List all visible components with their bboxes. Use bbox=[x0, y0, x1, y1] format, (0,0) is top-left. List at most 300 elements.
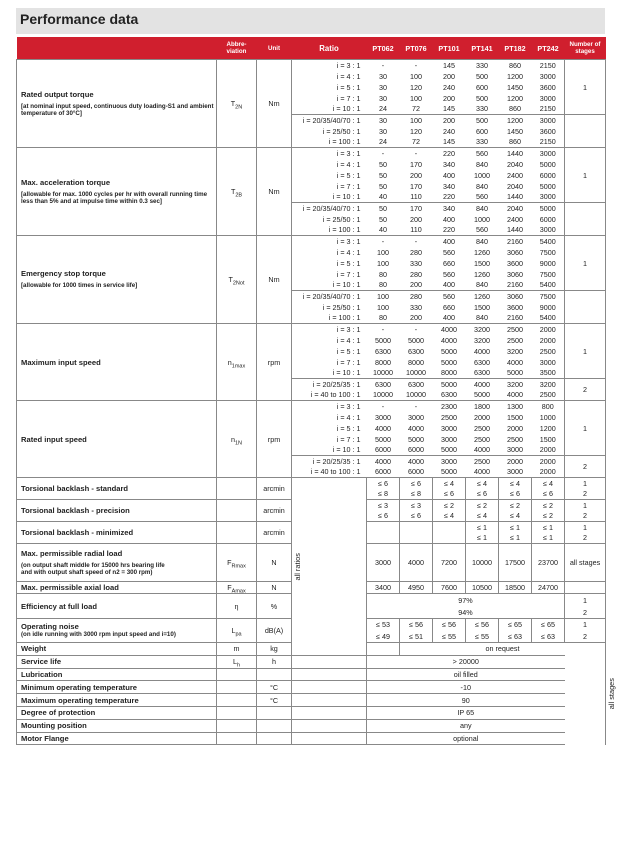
value-cell: - bbox=[367, 401, 400, 412]
section-title: Emergency stop torque bbox=[21, 269, 106, 279]
value-cell: 120 bbox=[410, 82, 422, 92]
value-cell: 9000 bbox=[539, 258, 556, 268]
value-cell: 500 bbox=[466, 115, 499, 126]
value-cell: 280 bbox=[400, 291, 433, 302]
value-cell: 200 bbox=[410, 170, 422, 180]
value-cell: 330 bbox=[410, 258, 422, 268]
stage-cell: 2 bbox=[565, 533, 606, 544]
value-cell: 40 bbox=[379, 225, 387, 235]
abbr-main: F bbox=[227, 558, 232, 567]
value-cell: ≤ 4 bbox=[466, 511, 499, 522]
value-cell: 110 bbox=[410, 225, 422, 235]
value-cell: 2300 bbox=[433, 401, 466, 412]
value-cell: 840 bbox=[476, 313, 488, 323]
value-cell: 1450 bbox=[507, 126, 523, 136]
stage-cell: 1 bbox=[565, 324, 606, 379]
unit-cell: rpm bbox=[257, 324, 292, 401]
section-title: Max. permissible radial load bbox=[21, 548, 123, 558]
value-cell: 1440 bbox=[507, 192, 523, 202]
value-cell: 2000 bbox=[539, 467, 556, 477]
value-cell: 840 bbox=[476, 280, 488, 290]
value-cell: 330 bbox=[410, 302, 422, 312]
value-cell: ≤ 51 bbox=[400, 631, 433, 643]
value-cell: 24700 bbox=[532, 582, 565, 594]
value-cell: 97% bbox=[367, 594, 565, 607]
value-cell: 1440 bbox=[507, 225, 523, 235]
value-cell: > 20000 bbox=[367, 655, 565, 668]
ratio-cell: i = 7 : 1 bbox=[292, 434, 367, 445]
value-cell: 200 bbox=[433, 115, 466, 126]
value-cell: 6300 bbox=[474, 357, 490, 367]
abbr-main: n bbox=[227, 357, 232, 367]
stage-cell bbox=[565, 291, 606, 324]
section-title: Max. permissible axial load bbox=[17, 582, 217, 594]
value-cell: 340 bbox=[443, 159, 455, 169]
value-cell: 340 bbox=[433, 203, 466, 214]
value-cell: ≤ 2 bbox=[433, 500, 466, 511]
value-cell: 3200 bbox=[499, 379, 532, 390]
value-cell bbox=[400, 522, 433, 533]
ratio-cell: i = 20/35/40/70 : 1 bbox=[292, 115, 367, 126]
table-row bbox=[17, 60, 606, 71]
section-note: (on output shaft middle for 15000 hrs bearing life bbox=[21, 561, 165, 569]
section-description bbox=[17, 148, 217, 236]
value-cell: 1000 bbox=[539, 412, 556, 422]
ratio-cell: i = 10 : 1 bbox=[292, 445, 367, 456]
section-title: Minimum operating temperature bbox=[17, 681, 217, 694]
unit-cell: rpm bbox=[257, 401, 292, 478]
value-cell: 3000 bbox=[507, 467, 523, 477]
value-cell: 50 bbox=[379, 181, 387, 191]
value-cell: ≤ 4 bbox=[433, 478, 466, 489]
value-cell: 6000 bbox=[539, 214, 556, 224]
value-cell: ≤ 55 bbox=[466, 631, 499, 643]
value-cell: 3060 bbox=[507, 269, 523, 279]
value-cell: 200 bbox=[410, 280, 422, 290]
value-cell: 80 bbox=[379, 269, 387, 279]
section-title: Lubrication bbox=[17, 668, 217, 681]
value-cell: 10000 bbox=[466, 544, 499, 582]
abbreviation bbox=[217, 500, 257, 522]
value-cell: 110 bbox=[410, 192, 422, 202]
value-cell bbox=[400, 533, 433, 544]
header-ratio: Ratio bbox=[292, 37, 367, 60]
value-cell: 10000 bbox=[406, 368, 426, 378]
ratio-cell: i = 7 : 1 bbox=[292, 93, 367, 104]
value-cell: 1440 bbox=[499, 148, 532, 159]
value-cell: - bbox=[367, 236, 400, 247]
unit-cell: % bbox=[257, 594, 292, 619]
value-cell: 3000 bbox=[367, 544, 400, 582]
ratio-cell bbox=[292, 719, 367, 732]
value-cell: ≤ 8 bbox=[367, 489, 400, 500]
value-cell: 2500 bbox=[507, 335, 523, 345]
value-cell: 30 bbox=[379, 126, 387, 136]
value-cell: 6300 bbox=[367, 379, 400, 390]
section-title: Rated input speed bbox=[21, 434, 87, 444]
value-cell: ≤ 4 bbox=[499, 511, 532, 522]
value-cell: 400 bbox=[443, 214, 455, 224]
value-cell: 240 bbox=[443, 126, 455, 136]
value-cell: IP 65 bbox=[367, 706, 565, 719]
value-cell: 50 bbox=[379, 214, 387, 224]
value-cell: 50 bbox=[367, 203, 400, 214]
value-cell: ≤ 6 bbox=[433, 489, 466, 500]
all-ratios-label bbox=[292, 478, 367, 656]
value-cell: 10000 bbox=[373, 368, 393, 378]
stage-cell bbox=[565, 115, 606, 148]
value-cell: 860 bbox=[499, 60, 532, 71]
value-cell: 170 bbox=[410, 181, 422, 191]
value-cell: 50 bbox=[379, 159, 387, 169]
header-model: PT141 bbox=[466, 37, 499, 60]
stage-cell: 2 bbox=[565, 631, 606, 643]
value-cell: ≤ 3 bbox=[367, 500, 400, 511]
value-cell: 5000 bbox=[441, 467, 457, 477]
value-cell: 4000 bbox=[375, 423, 391, 433]
value-cell: 3000 bbox=[539, 192, 556, 202]
value-cell: ≤ 4 bbox=[499, 478, 532, 489]
value-cell: 2150 bbox=[539, 137, 556, 147]
value-cell: 6000 bbox=[375, 467, 391, 477]
ratio-cell: i = 3 : 1 bbox=[292, 60, 367, 71]
value-cell: ≤ 6 bbox=[466, 489, 499, 500]
value-cell: 3000 bbox=[539, 225, 556, 235]
value-cell: 2160 bbox=[507, 280, 523, 290]
abbr-main: T bbox=[230, 99, 236, 108]
ratio-cell: i = 7 : 1 bbox=[292, 357, 367, 368]
value-cell: 100 bbox=[377, 302, 389, 312]
unit-cell bbox=[257, 719, 292, 732]
value-cell: 330 bbox=[476, 104, 488, 114]
value-cell: 80 bbox=[379, 313, 387, 323]
value-cell: 5400 bbox=[532, 236, 565, 247]
value-cell: 2500 bbox=[507, 434, 523, 444]
value-cell: 5000 bbox=[532, 203, 565, 214]
value-cell: 1500 bbox=[474, 302, 490, 312]
value-cell: ≤ 1 bbox=[532, 533, 565, 544]
value-cell: ≤ 63 bbox=[532, 631, 565, 643]
value-cell: 1800 bbox=[466, 401, 499, 412]
abbr-sub: 2B bbox=[235, 192, 243, 199]
value-cell: ≤ 8 bbox=[400, 489, 433, 500]
value-cell: optional bbox=[367, 732, 565, 745]
value-cell: 7500 bbox=[539, 247, 556, 257]
value-cell: 6000 bbox=[539, 170, 556, 180]
table-row bbox=[17, 478, 606, 489]
stage-cell: 1 bbox=[565, 500, 606, 511]
value-cell: 3500 bbox=[539, 368, 556, 378]
value-cell: 5000 bbox=[441, 357, 457, 367]
value-cell: 5000 bbox=[539, 181, 556, 191]
value-cell: 660 bbox=[443, 258, 455, 268]
value-cell: - bbox=[400, 401, 433, 412]
value-cell: 3000 bbox=[408, 412, 424, 422]
header-model: PT062 bbox=[367, 37, 400, 60]
value-cell: 4000 bbox=[507, 357, 523, 367]
stage-cell: 2 bbox=[565, 456, 606, 478]
value-cell: 6000 bbox=[375, 445, 391, 455]
ratio-cell: i = 10 : 1 bbox=[292, 280, 367, 291]
value-cell: 6300 bbox=[474, 368, 490, 378]
section-note: [allowable for 1000 times in service life] bbox=[21, 282, 138, 290]
ratio-cell: i = 20/25/35 : 1 bbox=[292, 456, 367, 467]
abbreviation bbox=[217, 619, 257, 643]
value-cell: 170 bbox=[400, 203, 433, 214]
value-cell bbox=[367, 522, 400, 533]
ratio-cell: i = 3 : 1 bbox=[292, 401, 367, 412]
value-cell: 4000 bbox=[367, 456, 400, 467]
ratio-cell: i = 5 : 1 bbox=[292, 346, 367, 357]
section-description bbox=[17, 60, 217, 148]
value-cell: 220 bbox=[433, 148, 466, 159]
value-cell: 4000 bbox=[474, 346, 490, 356]
unit-cell: Nm bbox=[257, 236, 292, 324]
stage-cell: 2 bbox=[565, 511, 606, 522]
unit-cell: arcmin bbox=[257, 478, 292, 500]
value-cell: ≤ 6 bbox=[400, 511, 433, 522]
value-cell: 3600 bbox=[539, 82, 556, 92]
value-cell: - bbox=[367, 324, 400, 335]
section-title: Torsional backlash - minimized bbox=[17, 522, 217, 544]
value-cell: 3000 bbox=[433, 456, 466, 467]
value-cell: 2000 bbox=[539, 335, 556, 345]
value-cell: 1200 bbox=[499, 115, 532, 126]
abbreviation bbox=[217, 706, 257, 719]
value-cell: 200 bbox=[410, 313, 422, 323]
ratio-cell bbox=[292, 732, 367, 745]
value-cell: 3000 bbox=[539, 71, 556, 81]
value-cell: 5000 bbox=[408, 434, 424, 444]
value-cell: 560 bbox=[476, 192, 488, 202]
value-cell: 30 bbox=[379, 82, 387, 92]
value-cell: ≤ 1 bbox=[466, 522, 499, 533]
value-cell: 2150 bbox=[539, 104, 556, 114]
value-cell: 3200 bbox=[507, 346, 523, 356]
value-cell: 500 bbox=[476, 71, 488, 81]
value-cell: 5400 bbox=[539, 313, 556, 323]
table-row bbox=[17, 401, 606, 412]
ratio-cell bbox=[292, 668, 367, 681]
value-cell: 4000 bbox=[433, 324, 466, 335]
value-cell: ≤ 65 bbox=[499, 619, 532, 631]
ratio-cell: i = 10 : 1 bbox=[292, 192, 367, 203]
value-cell: 2040 bbox=[499, 203, 532, 214]
unit-cell: Nm bbox=[257, 60, 292, 148]
unit-cell: N bbox=[257, 544, 292, 582]
value-cell: ≤ 1 bbox=[499, 522, 532, 533]
value-cell: 4000 bbox=[400, 544, 433, 582]
value-cell: 220 bbox=[443, 192, 455, 202]
abbreviation bbox=[217, 60, 257, 148]
abbreviation bbox=[217, 719, 257, 732]
value-cell: 5000 bbox=[441, 445, 457, 455]
value-cell: 2500 bbox=[539, 390, 556, 400]
value-cell: 3000 bbox=[539, 357, 556, 367]
value-cell: 2500 bbox=[474, 423, 490, 433]
ratio-cell bbox=[367, 643, 400, 656]
value-cell: 840 bbox=[466, 203, 499, 214]
abbr-main: L bbox=[231, 626, 236, 635]
value-cell: 3000 bbox=[375, 412, 391, 422]
value-cell: 240 bbox=[443, 82, 455, 92]
table-body bbox=[17, 60, 616, 745]
value-cell: ≤ 4 bbox=[532, 478, 565, 489]
value-cell: 6300 bbox=[408, 346, 424, 356]
value-cell: 100 bbox=[367, 291, 400, 302]
value-cell: 6300 bbox=[375, 346, 391, 356]
value-cell: ≤ 6 bbox=[367, 478, 400, 489]
ratio-cell: i = 40 to 100 : 1 bbox=[292, 390, 367, 401]
abbreviation bbox=[217, 732, 257, 745]
value-cell: 5000 bbox=[539, 159, 556, 169]
header-abbr: Abbre-viation bbox=[217, 37, 257, 60]
value-cell: 5000 bbox=[375, 335, 391, 345]
ratio-cell: i = 5 : 1 bbox=[292, 258, 367, 269]
abbreviation bbox=[217, 522, 257, 544]
ratio-cell: i = 3 : 1 bbox=[292, 148, 367, 159]
unit-cell bbox=[257, 706, 292, 719]
ratio-cell: i = 10 : 1 bbox=[292, 368, 367, 379]
value-cell: 860 bbox=[509, 137, 521, 147]
stage-cell bbox=[565, 582, 606, 594]
abbr-sub: 1N bbox=[234, 439, 243, 446]
value-cell: ≤ 56 bbox=[466, 619, 499, 631]
abbr-sub: 2Not bbox=[232, 280, 245, 287]
abbr-sub: pa bbox=[235, 631, 242, 638]
ratio-cell: i = 4 : 1 bbox=[292, 335, 367, 346]
value-cell: 145 bbox=[443, 137, 455, 147]
section-title: Maximum operating temperature bbox=[17, 694, 217, 707]
abbreviation bbox=[217, 582, 257, 594]
value-cell: 7500 bbox=[539, 269, 556, 279]
value-cell: 6300 bbox=[400, 379, 433, 390]
value-cell: 1500 bbox=[507, 412, 523, 422]
value-cell: 560 bbox=[443, 269, 455, 279]
value-cell: 3000 bbox=[441, 423, 457, 433]
value-cell: 1500 bbox=[539, 434, 556, 444]
abbr-main: m bbox=[233, 644, 240, 654]
stage-cell: 1 bbox=[565, 236, 606, 291]
value-cell bbox=[367, 533, 400, 544]
value-cell: 6300 bbox=[441, 390, 457, 400]
value-cell: 3600 bbox=[507, 302, 523, 312]
value-cell: 18500 bbox=[499, 582, 532, 594]
section-description bbox=[17, 324, 217, 401]
value-cell: 4000 bbox=[400, 456, 433, 467]
value-cell: 100 bbox=[400, 115, 433, 126]
abbr-sub: Rmax bbox=[231, 563, 246, 570]
section-title: Maximum input speed bbox=[21, 357, 101, 367]
value-cell: ≤ 56 bbox=[400, 619, 433, 631]
unit-cell: arcmin bbox=[257, 522, 292, 544]
value-cell: 840 bbox=[476, 159, 488, 169]
value-cell: 4000 bbox=[408, 423, 424, 433]
value-cell: ≤ 63 bbox=[499, 631, 532, 643]
value-cell: 800 bbox=[532, 401, 565, 412]
section-note: (on idle running with 3000 rpm input speed and i=10) bbox=[21, 631, 176, 639]
header-unit: Unit bbox=[257, 37, 292, 60]
abbr-sub: 1max bbox=[231, 362, 246, 369]
value-cell: 8000 bbox=[408, 357, 424, 367]
value-cell: 7200 bbox=[433, 544, 466, 582]
value-cell: 4950 bbox=[400, 582, 433, 594]
value-cell: 2000 bbox=[539, 445, 556, 455]
value-cell: 3000 bbox=[532, 148, 565, 159]
abbreviation bbox=[217, 655, 257, 668]
value-cell: 500 bbox=[476, 93, 488, 103]
stage-cell: 1 bbox=[565, 522, 606, 533]
value-cell: ≤ 2 bbox=[499, 500, 532, 511]
value-cell: 1000 bbox=[474, 214, 490, 224]
value-cell: 1450 bbox=[507, 82, 523, 92]
value-cell: 4000 bbox=[474, 445, 490, 455]
section-note: [at nominal input speed, continuous duty loading-S1 and ambient temperature of 30°C] bbox=[21, 102, 214, 117]
value-cell: 2040 bbox=[507, 181, 523, 191]
value-cell: 100 bbox=[377, 258, 389, 268]
unit-cell bbox=[257, 668, 292, 681]
value-cell: 6000 bbox=[408, 467, 424, 477]
value-cell: ≤ 6 bbox=[499, 489, 532, 500]
ratio-cell: i = 100 : 1 bbox=[292, 313, 367, 324]
value-cell: 10000 bbox=[406, 390, 426, 400]
value-cell: 340 bbox=[443, 181, 455, 191]
value-cell: ≤ 1 bbox=[532, 522, 565, 533]
value-cell: 840 bbox=[466, 236, 499, 247]
value-cell: 3400 bbox=[367, 582, 400, 594]
value-cell: 2400 bbox=[507, 214, 523, 224]
ratio-cell bbox=[292, 681, 367, 694]
value-cell: 2000 bbox=[532, 324, 565, 335]
abbreviation bbox=[217, 694, 257, 707]
table-row bbox=[17, 236, 606, 247]
value-cell: - bbox=[367, 148, 400, 159]
section-title: Motor Flange bbox=[17, 732, 217, 745]
value-cell: -10 bbox=[367, 681, 565, 694]
unit-cell: °C bbox=[257, 681, 292, 694]
table-row bbox=[17, 324, 606, 335]
value-cell: 30 bbox=[379, 93, 387, 103]
abbreviation bbox=[217, 324, 257, 401]
value-cell: - bbox=[400, 148, 433, 159]
value-cell: ≤ 2 bbox=[466, 500, 499, 511]
ratio-cell: i = 10 : 1 bbox=[292, 104, 367, 115]
section-title: Service life bbox=[17, 655, 217, 668]
table-row bbox=[17, 655, 606, 668]
all-stages-text: all stages bbox=[607, 678, 616, 710]
value-cell: 5000 bbox=[433, 379, 466, 390]
table-row bbox=[17, 694, 606, 707]
section-title: Operating noise bbox=[21, 622, 79, 632]
value-cell: 7500 bbox=[532, 291, 565, 302]
ratio-cell: i = 3 : 1 bbox=[292, 236, 367, 247]
ratio-cell: i = 3 : 1 bbox=[292, 324, 367, 335]
value-cell: 80 bbox=[379, 280, 387, 290]
value-cell: 9000 bbox=[539, 302, 556, 312]
value-cell: 560 bbox=[466, 148, 499, 159]
title-bar bbox=[16, 8, 605, 34]
value-cell: 10500 bbox=[466, 582, 499, 594]
value-cell: 400 bbox=[443, 313, 455, 323]
value-cell: 72 bbox=[412, 104, 420, 114]
ratio-cell bbox=[292, 655, 367, 668]
ratio-cell: i = 25/50 : 1 bbox=[292, 302, 367, 313]
value-cell: 2000 bbox=[507, 423, 523, 433]
abbreviation bbox=[217, 643, 257, 656]
abbr-main: n bbox=[230, 434, 235, 444]
ratio-cell: i = 5 : 1 bbox=[292, 170, 367, 181]
table-row bbox=[17, 732, 606, 745]
